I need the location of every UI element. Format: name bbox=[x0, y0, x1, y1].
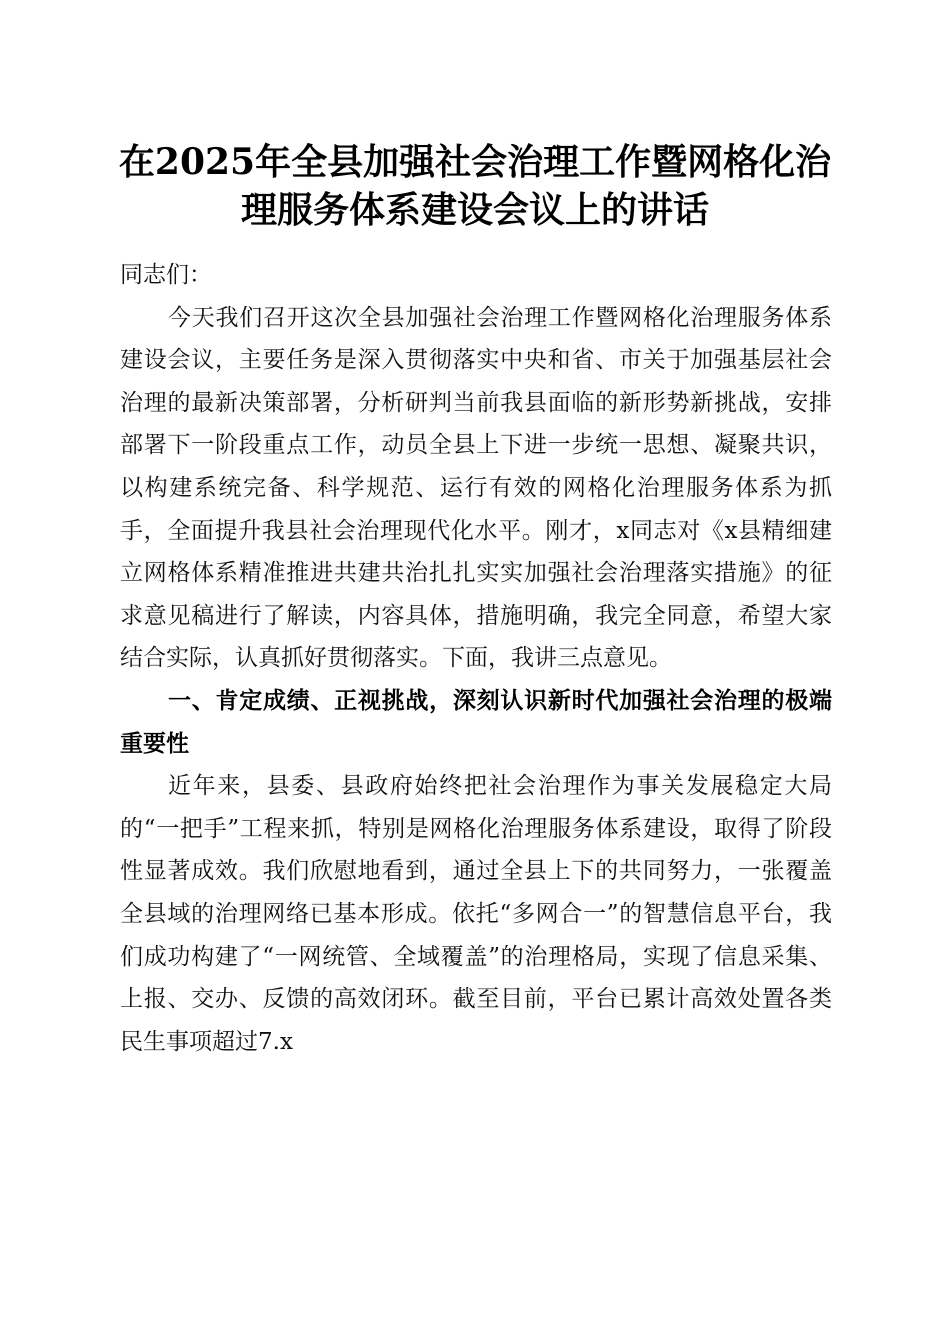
document-title bbox=[100, 138, 850, 234]
intro-paragraph: 今天我们召开这次全县加强社会治理工作暨网格化治理服务体系建设会议，主要任务是深入贯彻落实中央和省、市关于加强基层社会治理的最新决策部署，分析研判当前我县面临的新形势新挑战，安排部署下一阶段重点工作，动员全县上下进一步统一思想、凝聚共识，以构建系统完备、科学规范、运行有效的网格化治理服务体系为抓手，全面提升我县社会治理现代化水平。刚才，x同志对《x县精细建立网格体系精准推进共建共治扎扎实实加强社会治理落实措施》的征求意见稿进行了解读，内容具体，措施明确，我完全同意，希望大家结合实际，认真抓好贯彻落实。下面，我讲三点意见。 bbox=[120, 304, 832, 672]
section-1-heading: 一、肯定成绩、正视挑战，深刻认识新时代加强社会治理的极端重要性 bbox=[120, 687, 832, 757]
title-line-1: 在2025年全县加强社会治理工作暨网格化治 bbox=[118, 141, 832, 183]
salutation: 同志们： bbox=[120, 262, 212, 288]
section-1-paragraph: 近年来，县委、县政府始终把社会治理作为事关发展稳定大局的“一把手”工程来抓，特别是网格化治理服务体系建设，取得了阶段性显著成效。我们欣慰地看到，通过全县上下的共同努力，一张覆盖全县域的治理网络已基本形成。依托“多网合一”的智慧信息平台，我们成功构建了“一网统管、全域覆盖”的治理格局，实现了信息采集、上报、交办、反馈的高效闭环。截至目前，平台已累计高效处置各类民生事项超过7.x bbox=[120, 773, 832, 1055]
document-body bbox=[120, 254, 832, 1063]
title-line-2: 理服务体系建设会议上的讲话 bbox=[240, 189, 709, 231]
